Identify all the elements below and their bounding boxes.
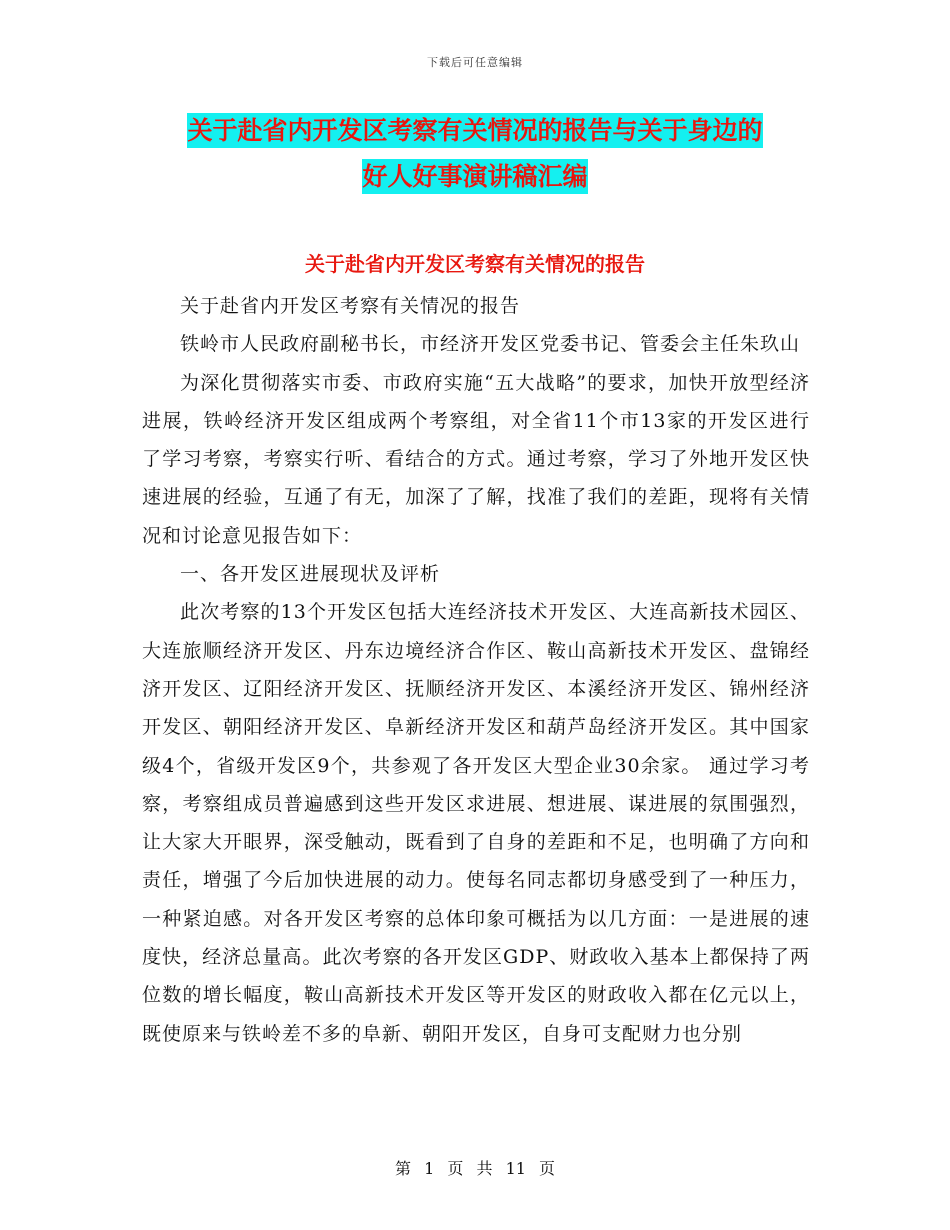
paragraph-analysis: 此次考察的13个开发区包括大连经济技术开发区、大连高新技术园区、大连旅顺经济开发区、丹东边境经济合作区、鞍山高新技术开发区、盘锦经济开发区、辽阳经济开发区、抚顺经济开发区、本溪经济开发区、锦州经济开发区、朝阳经济开发区、阜新经济开发区和葫芦岛经济开发区。其中国家级4个，省级开发区9个，共参观了各开发区大型企业30余家。 通过学习考察，考察组成员普遍感到这些开发区求进展、想进展、谋进展的氛围强烈，让大家大开眼界，深受触动，既看到了自身的差距和不足，也明确了方向和责任，增强了今后加快进展的动力。使每名同志都切身感受到了一种压力，一种紧迫感。对各开发区考察的总体印象可概括为以几方面：一是进展的速度快，经济总量高。此次考察的各开发区GDP、财政收入基本上都保持了两位数的增长幅度，鞍山高新技术开发区等开发区的财政收入都在亿元以上，既使原来与铁岭差不多的阜新、朝阳开发区，自身可支配财力也分别 bbox=[142, 601, 810, 1045]
page-label-prefix: 第 bbox=[394, 1159, 411, 1178]
document-title-line-1: 关于赴省内开发区考察有关情况的报告与关于身边的 bbox=[187, 113, 762, 148]
paragraph-subheading: 一、各开发区进展现状及评析 bbox=[180, 563, 441, 586]
paragraph-report-heading: 关于赴省内开发区考察有关情况的报告 bbox=[180, 295, 521, 317]
total-label: 共 bbox=[476, 1159, 493, 1178]
document-title bbox=[130, 108, 820, 200]
document-body bbox=[142, 287, 810, 1053]
page-number: 1 bbox=[424, 1159, 435, 1178]
total-pages: 11 bbox=[505, 1159, 526, 1178]
page-label-mid: 页 bbox=[447, 1159, 464, 1178]
header-note: 下载后可任意编辑 bbox=[427, 56, 523, 69]
document-title-line-2: 好人好事演讲稿汇编 bbox=[362, 159, 587, 194]
page-footer bbox=[0, 1156, 950, 1179]
total-suffix: 页 bbox=[539, 1159, 556, 1178]
paragraph-intro: 为深化贯彻落实市委、市政府实施“五大战略”的要求，加快开放型经济进展，铁岭经济开发区组成两个考察组，对全省11个市13家的开发区进行了学习考察，考察实行听、看结合的方式。通过考察，学习了外地开发区快速进展的经验，互通了有无，加深了了解，找准了我们的差距，现将有关情况和讨论意见报告如下： bbox=[142, 371, 810, 547]
section-title: 关于赴省内开发区考察有关情况的报告 bbox=[305, 252, 645, 276]
paragraph-author: 铁岭市人民政府副秘书长，市经济开发区党委书记、管委会主任朱玖山 bbox=[180, 333, 801, 356]
